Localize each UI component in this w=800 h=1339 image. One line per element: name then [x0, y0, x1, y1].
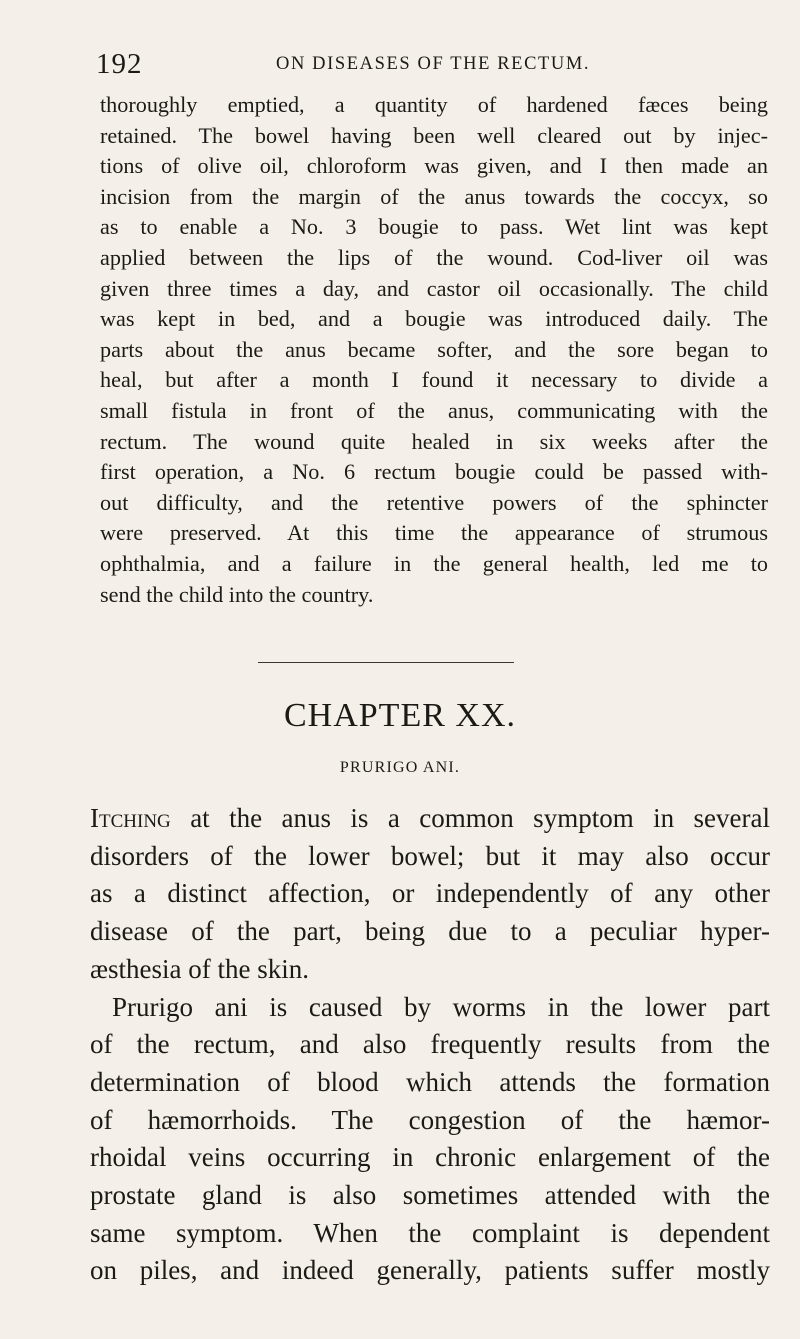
text-line: rhoidal veins occurring in chronic enlargement of the [90, 1142, 770, 1173]
text-line: out difficulty, and the retentive powers of the sphincter [100, 489, 768, 515]
text-line: ophthalmia, and a failure in the general health, led me to [100, 550, 768, 576]
text-line: disorders of the lower bowel; but it may also occur [90, 840, 770, 871]
text-line: on piles, and indeed generally, patients suffer mostly [90, 1255, 770, 1286]
intro-paragraph [100, 90, 768, 610]
text-line: tions of olive oil, chloroform was given, and I then made an [100, 153, 768, 179]
text-line: was kept in bed, and a bougie was introduced daily. The [100, 306, 768, 332]
text-line: prostate gland is also sometimes attended with the [90, 1180, 770, 1211]
text-line: of hæmorrhoids. The congestion of the hæmor- [90, 1104, 770, 1135]
text-line: same symptom. When the complaint is dependent [90, 1217, 770, 1248]
text-line: first operation, a No. 6 rectum bougie could be passed with- [100, 459, 768, 485]
text-line: Prurigo ani is caused by worms in the lower part [112, 991, 770, 1022]
first-line-text: at the anus is a common symptom in several [170, 803, 770, 833]
text-line: were preserved. At this time the appearance of strumous [100, 520, 768, 546]
text-line: æsthesia of the skin. [90, 953, 309, 984]
chapter-subtitle: PRURIGO ANI. [339, 759, 461, 776]
lead-word: Itching [90, 803, 171, 833]
page-header [96, 48, 760, 82]
chapter-body [90, 800, 770, 1290]
running-head: ON DISEASES OF THE RECTUM. [276, 54, 591, 74]
text-line [90, 800, 770, 838]
chapter-title: CHAPTER XX. [283, 697, 517, 734]
text-line: parts about the anus became softer, and the sore began to [100, 336, 768, 362]
section-divider [258, 662, 514, 663]
text-line: as to enable a No. 3 bougie to pass. Wet lint was kept [100, 214, 768, 240]
text-line: send the child into the country. [100, 581, 374, 607]
text-line: as a distinct affection, or independently of any other [90, 878, 770, 909]
page-number: 192 [96, 48, 143, 80]
text-line: incision from the margin of the anus towards the coccyx, so [100, 183, 768, 209]
text-line: of the rectum, and also frequently results from the [90, 1029, 770, 1060]
text-line: determination of blood which attends the formation [90, 1066, 770, 1097]
text-line: small fistula in front of the anus, communicating with the [100, 397, 768, 423]
text-line: heal, but after a month I found it necessary to divide a [100, 367, 768, 393]
text-line: thoroughly emptied, a quantity of hardened fæces being [100, 92, 768, 117]
text-line: disease of the part, being due to a peculiar hyper- [90, 916, 770, 947]
text-line: rectum. The wound quite healed in six weeks after the [100, 428, 768, 454]
text-line: retained. The bowel having been well cleared out by injec- [100, 122, 768, 148]
text-line: applied between the lips of the wound. Cod-liver oil was [100, 244, 768, 270]
text-line: given three times a day, and castor oil occasionally. The child [100, 275, 768, 301]
